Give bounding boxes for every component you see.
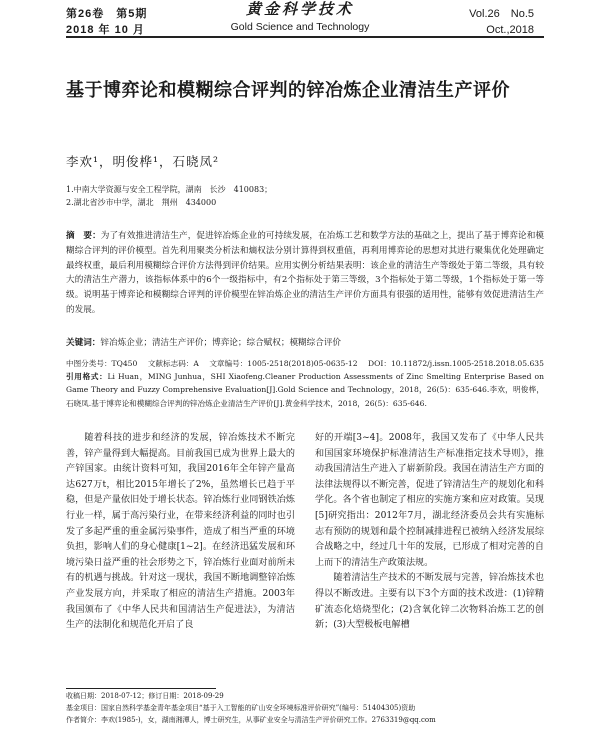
journal-title-cn: 黄金科学技术 [245, 0, 354, 18]
affiliation-1: 1.中南大学资源与安全工程学院，湖南 长沙 410083； [66, 185, 273, 194]
paragraph: 好的开端[3~4]。2008年，我国又发布了《中华人民共和国国家环境保护标准清洁生产标准指定技术导则》，推动我国清洁生产进入了崭新阶段。我国在清洁生产方面的法律法规得以不断完善，促进了锌清洁生产的规划化和科学化。各个省也制定了相应的实施方案和应对政策。吴现[5]研究指出：2012年7月，湖北经济委员会共有实施标志有预防的规划和最个控制减排进程已被纳入经济发展综合战略之中，经过几十年的发展，已形成了相对完善的自上而下的清洁生产政策法规。 [315, 433, 544, 568]
document-code: 文献标志码：A [147, 359, 199, 368]
citation-en: Li Huan，MING Junhua，SHI Xiaofeng.Cleaner Production Assessments of Zinc Smelting Enterprise Based on Game Theory and Fuzzy Comprehensive Evaluation[J].Gold Science and Technology，2018，26(5)：635-646. [66, 372, 544, 395]
received-date: 收稿日期：2018-07-12；修订日期：2018-09-29 [66, 692, 224, 700]
abstract-text: 为了有效推进清洁生产，促进锌冶炼企业的可持续发展，在冶炼工艺和数学方法的基础之上，提出了基于博弈论和模糊综合评判的评价模型。首先利用聚类分析法和熵权法分别计算得到权重值，再利用博弈论的思想对其进行聚集优化处理确定最终权重，最后利用模糊综合评价方法得到评价结果。应用实例分析结果表明：该企业的清洁生产等级处于第二等级，具有较大的清洁生产潜力，该指标体系中的6个一级指标中，有2个指标处于第三等级，3个指标处于第二等级，1个指标处于第一等级。说明基于博弈论和模糊综合评判的评价模型在锌冶炼企业的清洁生产评价方面具有很强的适用性，能够有效促进清洁生产的发展。 [66, 231, 544, 315]
date-en: Oct.,2018 [486, 24, 534, 36]
volume-en: Vol.26 No.5 [469, 8, 534, 20]
abstract-label: 摘 要： [66, 231, 101, 241]
right-column [315, 431, 544, 634]
header-right [469, 6, 534, 38]
footnote-rule [66, 688, 216, 689]
abstract [66, 229, 544, 318]
header-rule [66, 36, 544, 38]
paragraph: 随着科技的进步和经济的发展，锌冶炼技术不断完善，锌产量得到大幅提高。目前我国已成为世界上最大的产锌国家。由统计资料可知，我国2016年全年锌产量高达627万t，相比2015年增长了2%，虽然增长已趋于平稳，但是产量依旧处于增长状态。锌冶炼行业同钢铁冶炼行业一样，属于高污染行业，在带来经济利益的同时也引发了多起严重的重金属污染事件，造成了相当严重的环境负担，影响人们的身心健康[1~2]。在经济迅猛发展和环境污染日益严重的社会形势之下，锌冶炼行业面对前所未有的机遇与挑战。针对这一现状，我国不断地调整锌冶炼产业发展方向，并采取了相应的清洁生产措施。2003年我国颁布了《中华人民共和国清洁生产促进法》，为清洁生产的法制化和规范化开启了良 [66, 433, 295, 631]
keywords-text: 锌冶炼企业；清洁生产评价；博弈论；综合赋权；模糊综合评价 [100, 338, 342, 348]
doi: DOI：10.11872/j.issn.1005-2518.2018.05.635 [368, 359, 544, 368]
citation [66, 370, 544, 410]
citation-label: 引用格式： [66, 372, 108, 382]
paragraph: 随着清洁生产技术的不断发展与完善，锌冶炼技术也得以不断改进。主要有以下3个方面的技术改进：(1)锌精矿流态化焙烧型化；(2)含氧化锌二次物料冶炼工艺的创新；(3)大型极板电解槽 [315, 573, 544, 631]
journal-title-en: Gold Science and Technology [230, 21, 370, 33]
header-left [66, 6, 147, 38]
left-column [66, 431, 295, 634]
clc-number: 中图分类号：TQ450 [66, 359, 138, 368]
journal-header [0, 0, 600, 44]
article-id: 文章编号：1005-2518(2018)05-0635-12 [209, 359, 358, 368]
keywords-label: 关键词： [66, 338, 101, 348]
author-info: 作者简介：李欢(1985-)，女，湖南湘潭人，博士研究生，从事矿业安全与清洁生产评价研究工作。2763319@qq.com [66, 716, 436, 724]
affiliations [66, 183, 272, 209]
footnotes [66, 690, 544, 726]
citation-cn: 李欢，明俊桦，石晓凤.基于博弈论和模糊综合评判的锌冶炼企业清洁生产评价[J].黄金科学技术，2018，26(5)：635-646. [66, 385, 544, 408]
body-text [66, 431, 544, 634]
fund-info: 基金项目：国家自然科学基金青年基金项目“基于入工智能的矿山安全环境标准评价研究”(编号：51404305)资助 [66, 704, 416, 712]
volume-cn: 第26卷 第5期 [66, 8, 148, 20]
date-cn: 2018 年 10 月 [66, 24, 145, 36]
affiliation-2: 2.湖北省沙市中学，湖北 荆州 434000 [66, 198, 217, 207]
header-center [210, 0, 390, 33]
paper-title: 基于博弈论和模糊综合评判的锌冶炼企业清洁生产评价 [66, 80, 510, 101]
article-meta [66, 357, 544, 410]
keywords [66, 337, 544, 350]
author-list: 李欢¹，明俊桦¹，石晓凤² [66, 154, 220, 169]
classification-row [66, 357, 544, 370]
